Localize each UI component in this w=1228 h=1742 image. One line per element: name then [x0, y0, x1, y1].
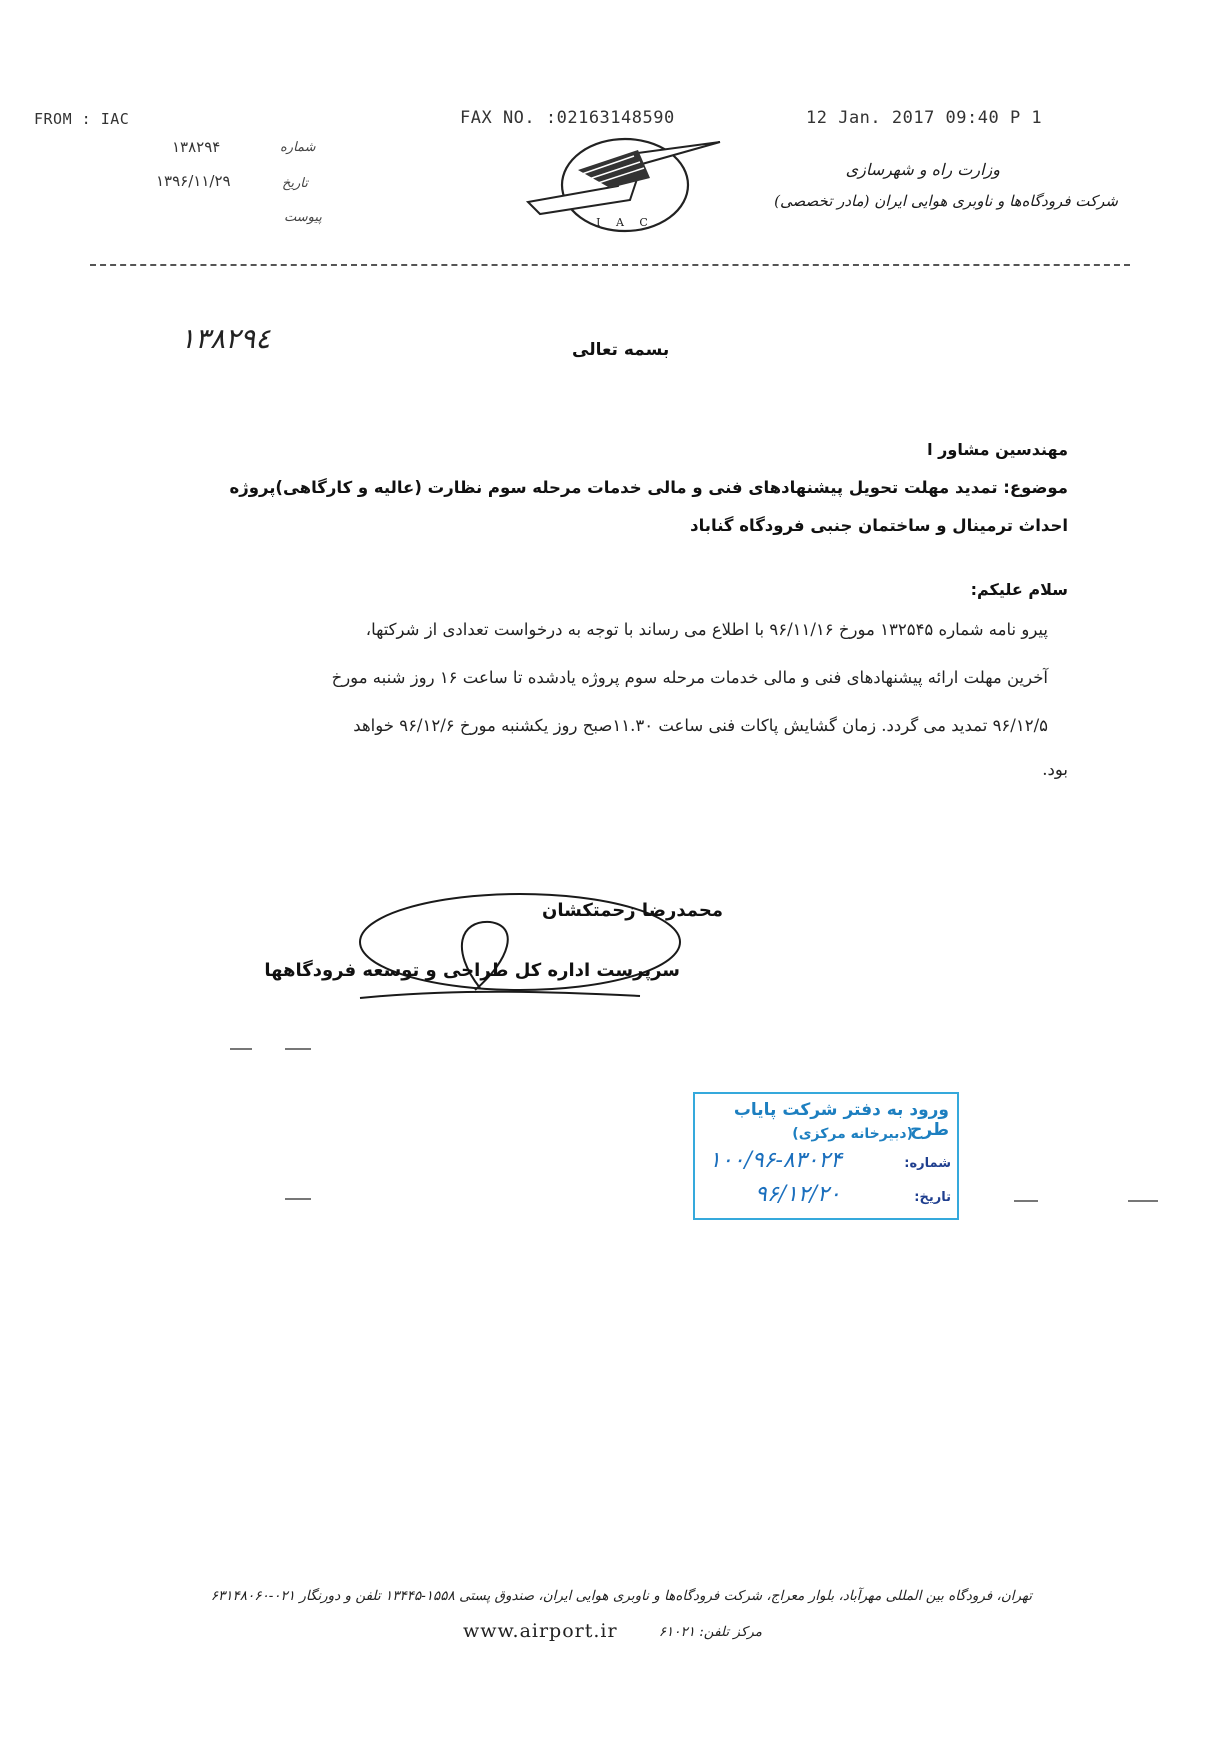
iac-logo-icon	[520, 130, 730, 235]
date-label: تاریخ	[282, 176, 308, 191]
stamp-date-label: تاریخ:	[914, 1190, 951, 1205]
header-divider	[90, 264, 1130, 266]
fax-from: FROM : IAC	[34, 110, 130, 128]
attachment-label: پیوست	[284, 210, 322, 225]
stamp-title: ورود به دفتر شرکت پایاب طرح	[733, 1100, 949, 1140]
letter-date: ۱۳۹۶/۱۱/۲۹	[156, 172, 231, 190]
greeting: سلام علیکم:	[970, 580, 1068, 599]
body-line-4: بود.	[1042, 760, 1068, 779]
scan-mark	[285, 1048, 311, 1050]
basmala: بسمه تعالی	[572, 340, 670, 360]
subject-line-1: موضوع: تمدید مهلت تحویل پیشنهادهای فنی و مالی خدمات مرحله سوم نظارت (عالیه و کارگاهی)پروژه	[229, 478, 1068, 497]
letter-number: ۱۳۸۲۹۴	[172, 138, 221, 156]
scan-mark	[230, 1048, 252, 1050]
scan-mark	[1014, 1200, 1038, 1202]
registry-stamp	[693, 1092, 959, 1220]
stamp-number-label: شماره:	[904, 1156, 951, 1171]
footer-call-center: مرکز تلفن: ۶۱۰۲۱	[658, 1624, 762, 1640]
ministry-name: وزارت راه و شهرسازی	[845, 160, 1000, 179]
scan-mark	[1128, 1200, 1158, 1202]
logo-letters: I A C	[596, 216, 654, 229]
stamp-subtitle: (دبیرخانه مرکزی)	[792, 1126, 913, 1142]
body-line-3: ۹۶/۱۲/۵ تمدید می گردد. زمان گشایش پاکات فنی ساعت ۱۱.۳۰صبح روز یکشنبه مورخ ۹۶/۱۲/۶ خواهد	[353, 716, 1048, 735]
recipient: مهندسین مشاور ا	[927, 440, 1068, 459]
body-line-1: پیرو نامه شماره ۱۳۲۵۴۵ مورخ ۹۶/۱۱/۱۶ با اطلاع می رساند با توجه به درخواست تعدادی از شرکتها،	[365, 620, 1048, 639]
scan-mark	[285, 1198, 311, 1200]
footer-website[interactable]: www.airport.ir	[463, 1620, 618, 1642]
signer-title: سرپرست اداره کل طراحی و توسعه فرودگاهها	[264, 960, 680, 981]
stamp-date: ۹۶/۱۲/۲۰	[755, 1182, 841, 1207]
handwritten-number: ۱۳۸۲۹٤	[180, 322, 271, 355]
fax-timestamp: 12 Jan. 2017 09:40 P 1	[806, 108, 1043, 128]
fax-number: FAX NO. :02163148590	[460, 108, 675, 128]
subject-line-2: احداث ترمینال و ساختمان جنبی فرودگاه گناباد	[690, 516, 1068, 535]
iac-logo	[520, 130, 730, 235]
stamp-number: ۱۰۰/۹۶-۸۳۰۲۴	[709, 1148, 843, 1173]
number-label: شماره	[280, 140, 316, 155]
footer-address: تهران، فرودگاه بین المللی مهرآباد، بلوار معراج، شرکت فرودگاه‌ها و ناوبری هوایی ایران، صندوق پستی ۱۵۵۸-۱۳۴۴۵ تلفن و دورنگار ۰۲۱-۶۳۱۴۸۰۶۰	[210, 1588, 1032, 1604]
body-line-2: آخرین مهلت ارائه پیشنهادهای فنی و مالی خدمات مرحله سوم پروژه یادشده تا ساعت ۱۶ روز شنبه مورخ	[331, 668, 1048, 687]
company-name: شرکت فرودگاه‌ها و ناوبری هوایی ایران (مادر تخصصی)	[774, 192, 1118, 210]
signer-name: محمدرضا زحمتکشان	[541, 900, 723, 921]
